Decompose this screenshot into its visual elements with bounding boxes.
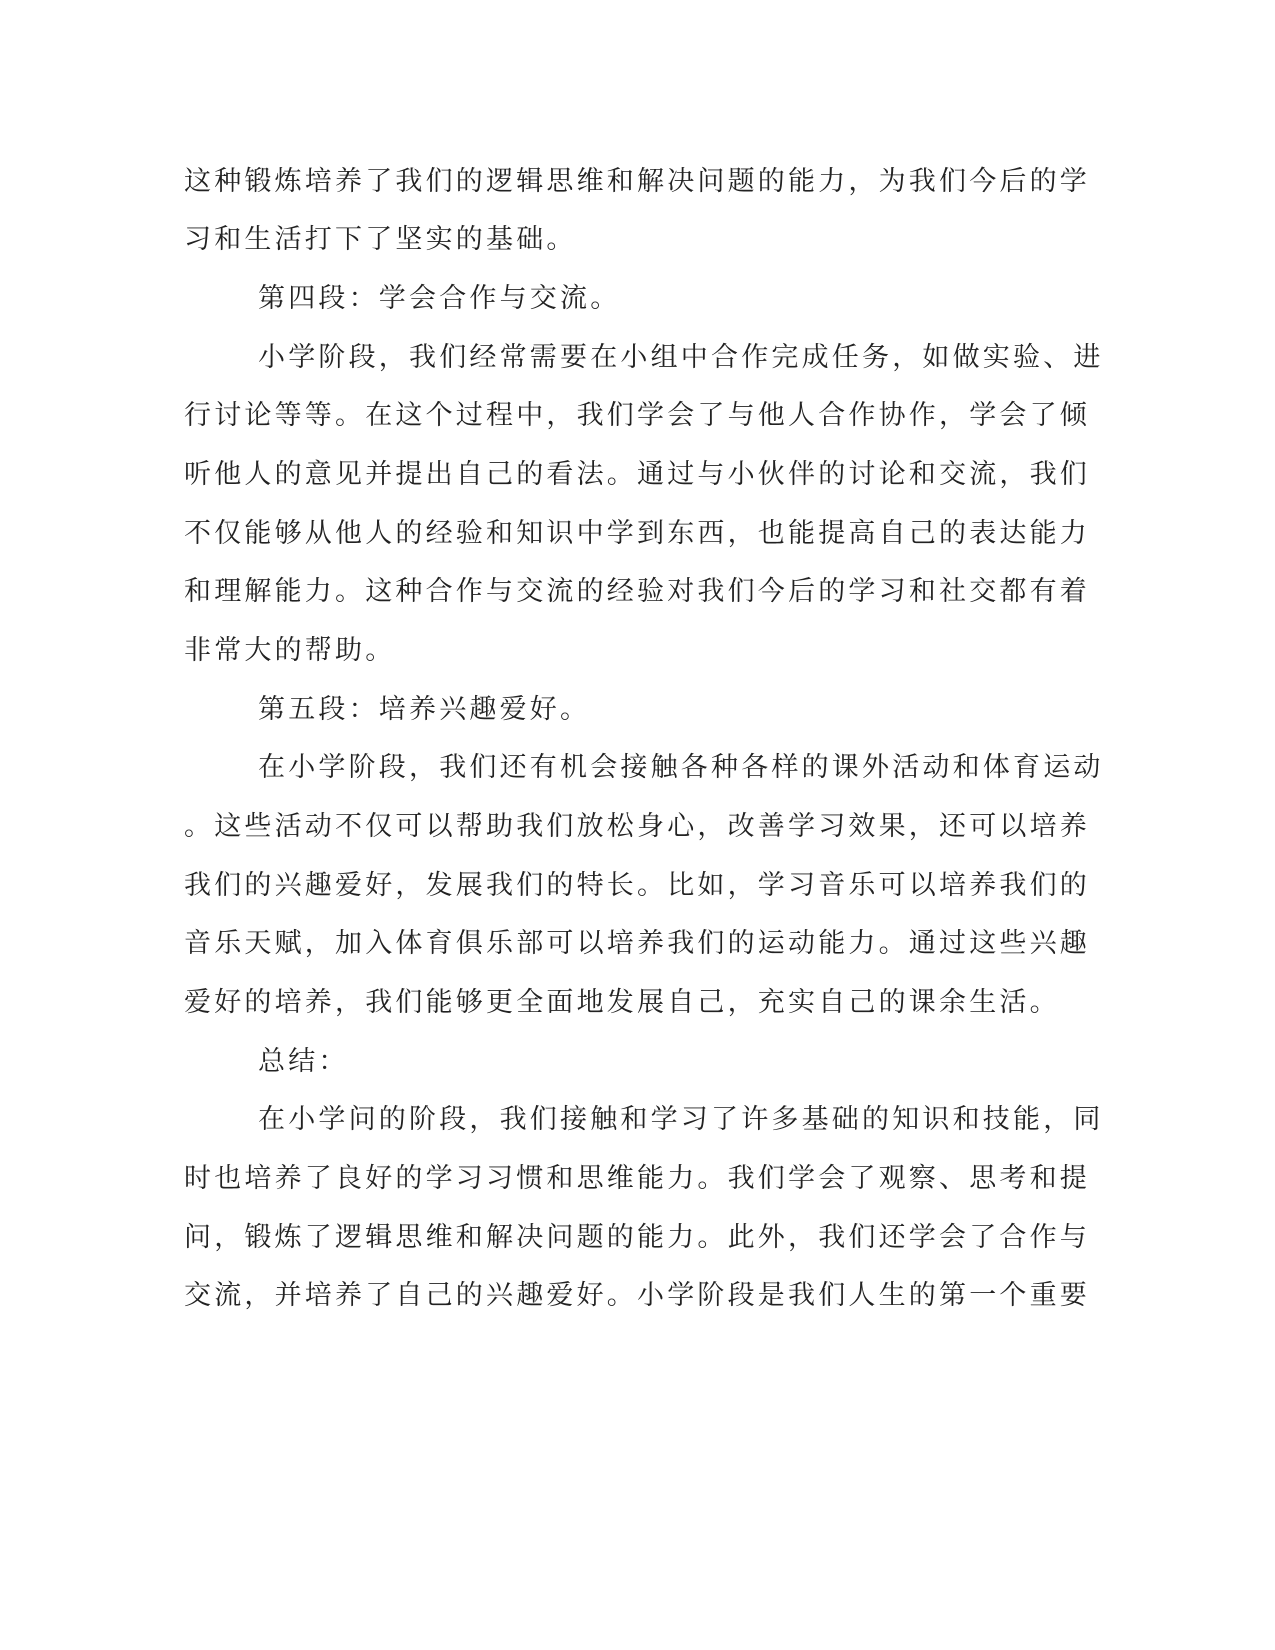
text-line: 这种锻炼培养了我们的逻辑思维和解决问题的能力，为我们今后的学 xyxy=(184,166,1090,197)
text-line: 非常大的帮助。 xyxy=(184,635,396,666)
text-line: 行讨论等等。在这个过程中，我们学会了与他人合作协作，学会了倾 xyxy=(184,400,1090,431)
text-line: 爱好的培养，我们能够更全面地发展自己，充实自己的课余生活。 xyxy=(184,987,1060,1018)
text-line: 小学阶段，我们经常需要在小组中合作完成任务，如做实验、进 xyxy=(258,342,1104,373)
text-line: 听他人的意见并提出自己的看法。通过与小伙伴的讨论和交流，我们 xyxy=(184,459,1090,490)
section-heading: 第五段：培养兴趣爱好。 xyxy=(258,694,591,725)
text-line: 时也培养了良好的学习习惯和思维能力。我们学会了观察、思考和提 xyxy=(184,1163,1090,1194)
text-line: 和理解能力。这种合作与交流的经验对我们今后的学习和社交都有着 xyxy=(184,576,1090,607)
text-line: 不仅能够从他人的经验和知识中学到东西，也能提高自己的表达能力 xyxy=(184,518,1090,549)
text-line: 问，锻炼了逻辑思维和解决问题的能力。此外，我们还学会了合作与 xyxy=(184,1222,1090,1253)
text-line: 交流，并培养了自己的兴趣爱好。小学阶段是我们人生的第一个重要 xyxy=(184,1280,1090,1311)
section-heading: 总结： xyxy=(258,1046,349,1077)
text-line: 习和生活打下了坚实的基础。 xyxy=(184,224,577,255)
text-line: 在小学阶段，我们还有机会接触各种各样的课外活动和体育运动 xyxy=(258,752,1104,783)
text-line: 在小学问的阶段，我们接触和学习了许多基础的知识和技能，同 xyxy=(258,1104,1104,1135)
text-line: 。这些活动不仅可以帮助我们放松身心，改善学习效果，还可以培养 xyxy=(184,811,1090,842)
section-heading: 第四段：学会合作与交流。 xyxy=(258,283,621,314)
text-line: 音乐天赋，加入体育俱乐部可以培养我们的运动能力。通过这些兴趣 xyxy=(184,928,1090,959)
text-line: 我们的兴趣爱好，发展我们的特长。比如，学习音乐可以培养我们的 xyxy=(184,870,1090,901)
